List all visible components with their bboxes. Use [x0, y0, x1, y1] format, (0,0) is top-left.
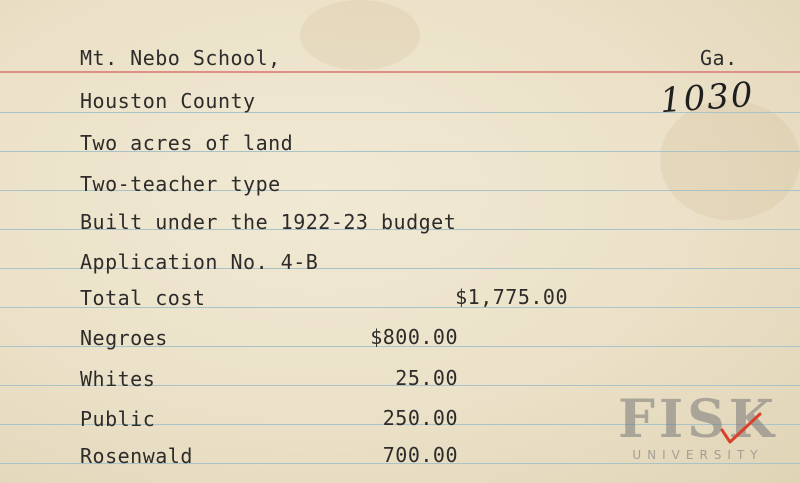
handwritten-number: 1030 [658, 74, 756, 122]
header-rule [0, 71, 800, 73]
county: Houston County [80, 89, 256, 113]
contribution-value: 250.00 [382, 406, 458, 430]
contribution-label: Public [80, 407, 156, 431]
check-mark-icon [716, 408, 766, 448]
contribution-label: Whites [80, 367, 156, 391]
contribution-value: 25.00 [395, 366, 458, 390]
contribution-value: $800.00 [370, 325, 458, 349]
contribution-label: Rosenwald [80, 444, 193, 468]
budget: Built under the 1922-23 budget [80, 210, 457, 234]
contribution-label: Negroes [80, 326, 168, 350]
state: Ga. [700, 46, 738, 70]
school-name: Mt. Nebo School, [80, 46, 281, 70]
total-cost-label: Total cost [80, 286, 206, 310]
watermark-subtitle: UNIVERSITY [632, 448, 764, 462]
contribution-value: 700.00 [382, 443, 458, 467]
paper-stain [300, 0, 420, 70]
building-type: Two-teacher type [80, 172, 281, 196]
total-cost-value: $1,775.00 [455, 285, 568, 309]
land: Two acres of land [80, 131, 294, 155]
application: Application No. 4-B [80, 250, 319, 274]
watermark-name: FISK [618, 389, 778, 450]
